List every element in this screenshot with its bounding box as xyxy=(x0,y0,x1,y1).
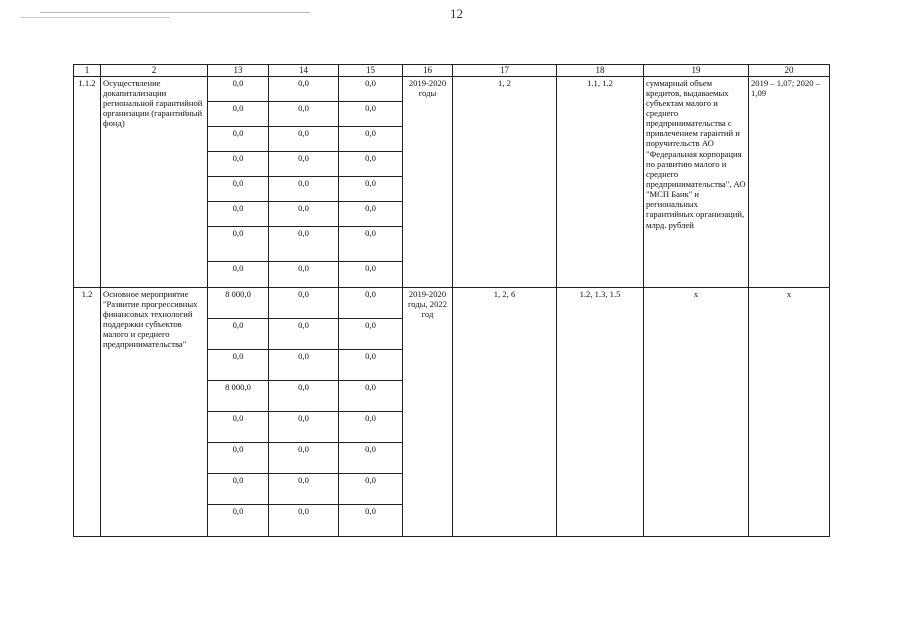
scan-artifact-line xyxy=(40,12,310,13)
header-cell: 15 xyxy=(339,65,403,77)
indicator-cell: суммарный объем кредитов, выдаваемых субъектам малого и среднего предпринимательства с привлечением гарантий и поручительств АО "Федеральная корпорация по развитию малого и среднего предпринимательства", АО "МСП Банк" и региональных гарантийных организаций, млрд. рублей xyxy=(644,76,749,287)
value-cell: 8 000,0 xyxy=(208,287,269,318)
value-cell: 0,0 xyxy=(339,226,403,261)
col17-cell: 1, 2 xyxy=(453,76,557,287)
value-cell: 0,0 xyxy=(269,226,339,261)
table-row xyxy=(74,287,830,318)
value-cell: 0,0 xyxy=(208,473,269,504)
value-cell: 0,0 xyxy=(208,176,269,201)
value-cell: 0,0 xyxy=(269,101,339,126)
value-cell: 0,0 xyxy=(269,201,339,226)
value-cell: 0,0 xyxy=(269,151,339,176)
value-cell: 0,0 xyxy=(208,226,269,261)
header-row xyxy=(74,65,830,77)
value-cell: 8 000,0 xyxy=(208,380,269,411)
header-cell: 20 xyxy=(749,65,830,77)
value-cell: 0,0 xyxy=(339,380,403,411)
table-row xyxy=(74,76,830,101)
value-cell: 0,0 xyxy=(269,349,339,380)
program-table xyxy=(73,64,830,537)
header-cell: 18 xyxy=(557,65,644,77)
value-cell: 0,0 xyxy=(208,76,269,101)
page-number: 12 xyxy=(450,6,463,21)
header-cell: 17 xyxy=(453,65,557,77)
row-code: 1.2 xyxy=(74,287,101,536)
value-cell: 0,0 xyxy=(339,442,403,473)
value-cell: 0,0 xyxy=(269,176,339,201)
col19-cell: x xyxy=(644,287,749,536)
value-cell: 0,0 xyxy=(269,261,339,287)
col20-cell: x xyxy=(749,287,830,536)
value-cell: 0,0 xyxy=(339,201,403,226)
col18-cell: 1.2, 1.3, 1.5 xyxy=(557,287,644,536)
scan-artifact-line xyxy=(20,17,170,18)
value-cell: 0,0 xyxy=(269,287,339,318)
value-cell: 0,0 xyxy=(269,411,339,442)
value-cell: 0,0 xyxy=(339,287,403,318)
value-cell: 0,0 xyxy=(208,411,269,442)
value-cell: 0,0 xyxy=(208,504,269,536)
value-cell: 0,0 xyxy=(339,151,403,176)
value-cell: 0,0 xyxy=(339,126,403,151)
value-cell: 0,0 xyxy=(269,76,339,101)
measure-name: Основное мероприятие "Развитие прогрессивных финансовых технологий поддержки субъектов малого и среднего предпринимательства" xyxy=(101,287,208,536)
value-cell: 0,0 xyxy=(269,504,339,536)
value-cell: 0,0 xyxy=(269,380,339,411)
value-cell: 0,0 xyxy=(269,442,339,473)
header-cell: 13 xyxy=(208,65,269,77)
header-cell: 2 xyxy=(101,65,208,77)
value-cell: 0,0 xyxy=(208,151,269,176)
value-cell: 0,0 xyxy=(208,349,269,380)
value-cell: 0,0 xyxy=(208,126,269,151)
period-cell: 2019-2020 годы, 2022 год xyxy=(403,287,453,536)
period-cell: 2019-2020 годы xyxy=(403,76,453,287)
value-cell: 0,0 xyxy=(208,201,269,226)
value-cell: 0,0 xyxy=(339,76,403,101)
value-cell: 0,0 xyxy=(339,101,403,126)
value-cell: 0,0 xyxy=(208,261,269,287)
value-cell: 0,0 xyxy=(269,318,339,349)
value-cell: 0,0 xyxy=(269,473,339,504)
value-cell: 0,0 xyxy=(339,261,403,287)
col17-cell: 1, 2, 6 xyxy=(453,287,557,536)
value-cell: 0,0 xyxy=(339,176,403,201)
value-cell: 0,0 xyxy=(339,504,403,536)
col18-cell: 1.1, 1.2 xyxy=(557,76,644,287)
value-cell: 0,0 xyxy=(208,318,269,349)
value-cell: 0,0 xyxy=(339,349,403,380)
header-cell: 19 xyxy=(644,65,749,77)
value-cell: 0,0 xyxy=(208,101,269,126)
header-cell: 1 xyxy=(74,65,101,77)
measure-name: Осуществление докапитализации региональной гарантийной организации (гарантийный фонд) xyxy=(101,76,208,287)
col20-cell: 2019 – 1,07; 2020 – 1,09 xyxy=(749,76,830,287)
value-cell: 0,0 xyxy=(208,442,269,473)
header-cell: 16 xyxy=(403,65,453,77)
row-code: 1.1.2 xyxy=(74,76,101,287)
value-cell: 0,0 xyxy=(339,318,403,349)
value-cell: 0,0 xyxy=(339,411,403,442)
value-cell: 0,0 xyxy=(339,473,403,504)
header-cell: 14 xyxy=(269,65,339,77)
value-cell: 0,0 xyxy=(269,126,339,151)
